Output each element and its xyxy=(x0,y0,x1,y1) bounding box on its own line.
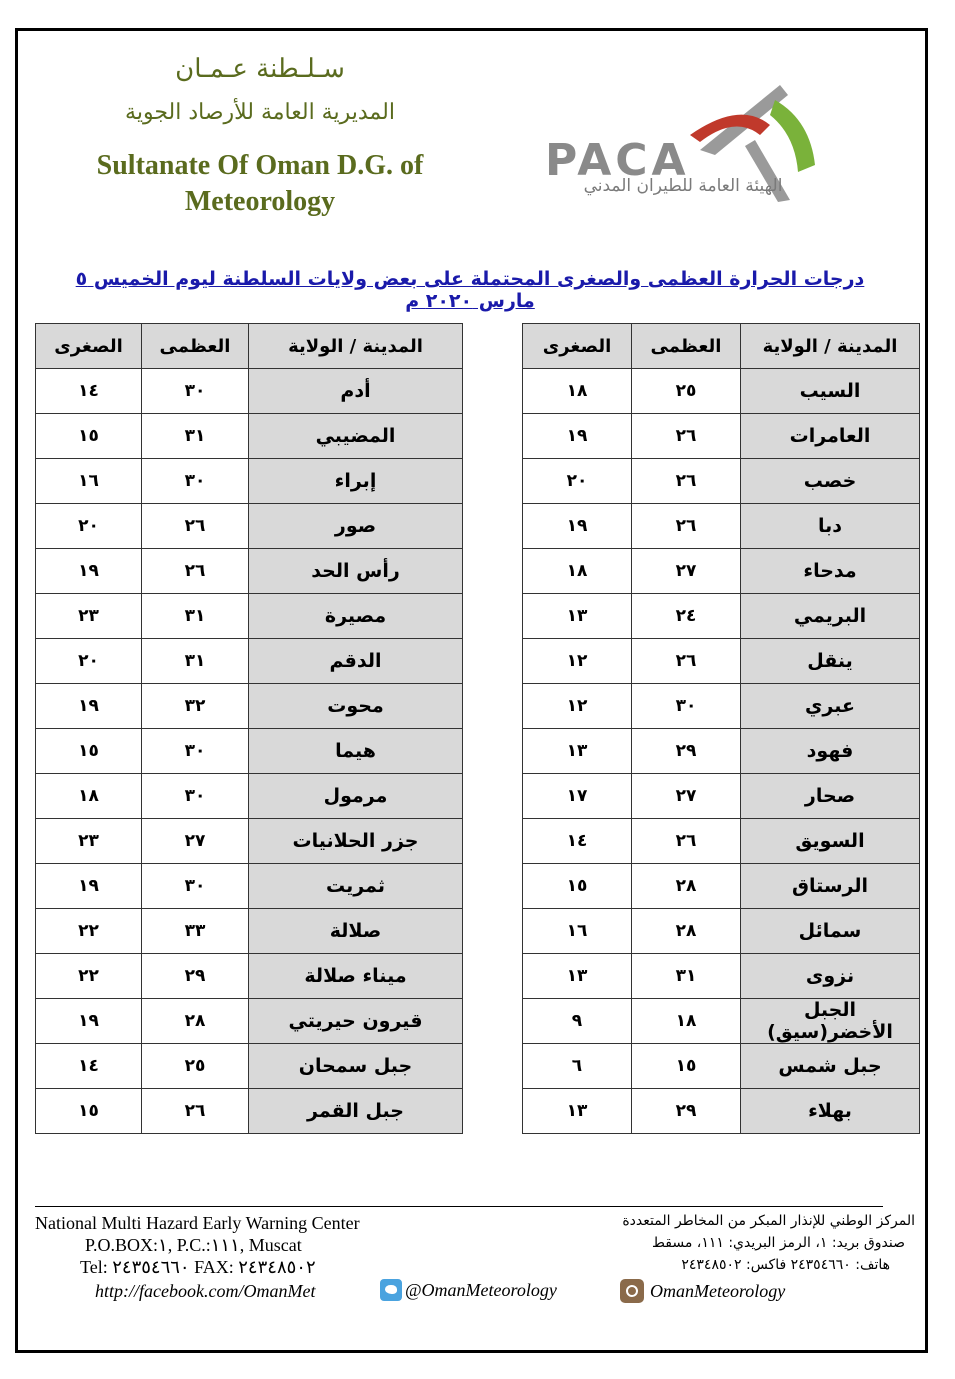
city-cell: جبل القمر xyxy=(249,1089,463,1134)
city-cell: مصيرة xyxy=(249,594,463,639)
max-temp-cell: ٣٠ xyxy=(142,459,249,504)
max-temp-cell: ٢٦ xyxy=(142,1089,249,1134)
city-cell: جزر الحلانيات xyxy=(249,819,463,864)
min-temp-cell: ١٩ xyxy=(36,999,142,1044)
city-cell: عبري xyxy=(741,684,920,729)
max-temp-cell: ٢٧ xyxy=(632,549,741,594)
max-temp-cell: ٣١ xyxy=(632,954,741,999)
city-cell: صلالة xyxy=(249,909,463,954)
max-temp-cell: ٣٠ xyxy=(142,864,249,909)
min-temp-cell: ١٦ xyxy=(523,909,632,954)
min-temp-cell: ٢٢ xyxy=(36,909,142,954)
col-city-header: المدينة / الولاية xyxy=(741,324,920,369)
table-row xyxy=(36,999,463,1044)
table-row xyxy=(523,774,920,819)
city-cell: الدقم xyxy=(249,639,463,684)
table-row xyxy=(523,909,920,954)
header-arabic-directorate: المديرية العامة للأرصاد الجوية xyxy=(125,100,395,125)
max-temp-cell: ٢٧ xyxy=(632,774,741,819)
city-cell: السويق xyxy=(741,819,920,864)
city-cell: نزوى xyxy=(741,954,920,999)
temperature-table-right xyxy=(522,323,920,1134)
instagram-link[interactable] xyxy=(620,1279,785,1303)
max-temp-cell: ٢٦ xyxy=(632,639,741,684)
min-temp-cell: ١٥ xyxy=(523,864,632,909)
max-temp-cell: ١٥ xyxy=(632,1044,741,1089)
table-row xyxy=(36,594,463,639)
max-temp-cell: ٣١ xyxy=(142,639,249,684)
table-row xyxy=(36,549,463,594)
min-temp-cell: ٢٣ xyxy=(36,594,142,639)
min-temp-cell: ٢٠ xyxy=(523,459,632,504)
table-row xyxy=(36,774,463,819)
header-english xyxy=(70,148,450,220)
footer-center-name: National Multi Hazard Early Warning Center xyxy=(35,1213,360,1233)
table-row xyxy=(36,504,463,549)
min-temp-cell: ٢٢ xyxy=(36,954,142,999)
max-temp-cell: ٢٦ xyxy=(632,414,741,459)
city-cell: جبل سمحان xyxy=(249,1044,463,1089)
city-cell: فهود xyxy=(741,729,920,774)
facebook-link[interactable]: http://facebook.com/OmanMet xyxy=(95,1281,316,1301)
paca-subtitle: الهيئة العامة للطيران المدني xyxy=(583,176,783,196)
footer-pobox: P.O.BOX:١, P.C.:١١١, Muscat xyxy=(85,1235,302,1255)
max-temp-cell: ٢٩ xyxy=(142,954,249,999)
min-temp-cell: ١٩ xyxy=(523,414,632,459)
max-temp-cell: ٢٤ xyxy=(632,594,741,639)
min-temp-cell: ١٣ xyxy=(523,594,632,639)
city-cell: بهلاء xyxy=(741,1089,920,1134)
table-row xyxy=(36,684,463,729)
max-temp-cell: ١٨ xyxy=(632,999,741,1044)
min-temp-cell: ١٧ xyxy=(523,774,632,819)
max-temp-cell: ٣٠ xyxy=(142,774,249,819)
max-temp-cell: ٣٠ xyxy=(632,684,741,729)
max-temp-cell: ٣٢ xyxy=(142,684,249,729)
max-temp-cell: ٣٠ xyxy=(142,369,249,414)
table-row xyxy=(523,549,920,594)
city-cell: دبا xyxy=(741,504,920,549)
instagram-icon xyxy=(620,1279,644,1303)
city-cell: الرستاق xyxy=(741,864,920,909)
city-cell: سمائل xyxy=(741,909,920,954)
footer-ar-tel-fax: هاتف: ٢٤٣٥٤٦٦٠ فاكس: ٢٤٣٤٨٥٠٢ xyxy=(681,1257,890,1273)
max-temp-cell: ٢٦ xyxy=(142,549,249,594)
table-row xyxy=(523,369,920,414)
table-row xyxy=(523,504,920,549)
footer-arabic xyxy=(560,1210,915,1276)
min-temp-cell: ٦ xyxy=(523,1044,632,1089)
table-row xyxy=(523,864,920,909)
header-arabic-sultanate: سـلـطنة عـمـان xyxy=(175,54,345,84)
footer-divider xyxy=(35,1206,883,1207)
city-cell: جبل شمس xyxy=(741,1044,920,1089)
min-temp-cell: ١٩ xyxy=(36,684,142,729)
min-temp-cell: ١٨ xyxy=(36,774,142,819)
table-row xyxy=(36,459,463,504)
table-row xyxy=(36,729,463,774)
min-temp-cell: ١٨ xyxy=(523,369,632,414)
min-temp-cell: ٢٣ xyxy=(36,819,142,864)
header-english-line1: Sultanate Of Oman D.G. of xyxy=(96,150,424,181)
max-temp-cell: ٢٦ xyxy=(632,819,741,864)
footer-english xyxy=(35,1212,405,1278)
footer-tel-fax: Tel: ٢٤٣٥٤٦٦٠ FAX: ٢٤٣٤٨٥٠٢ xyxy=(80,1257,316,1277)
city-cell: المضيبي xyxy=(249,414,463,459)
min-temp-cell: ١٥ xyxy=(36,414,142,459)
table-row xyxy=(523,729,920,774)
city-cell: مدحاء xyxy=(741,549,920,594)
col-min-header: الصغرى xyxy=(523,324,632,369)
min-temp-cell: ١٣ xyxy=(523,1089,632,1134)
min-temp-cell: ١٩ xyxy=(523,504,632,549)
max-temp-cell: ٢٦ xyxy=(632,504,741,549)
max-temp-cell: ٢٧ xyxy=(142,819,249,864)
min-temp-cell: ٢٠ xyxy=(36,504,142,549)
city-cell: صور xyxy=(249,504,463,549)
min-temp-cell: ١٨ xyxy=(523,549,632,594)
max-temp-cell: ٣٣ xyxy=(142,909,249,954)
table-row xyxy=(36,819,463,864)
max-temp-cell: ٢٥ xyxy=(632,369,741,414)
city-cell: محوت xyxy=(249,684,463,729)
max-temp-cell: ٢٦ xyxy=(632,459,741,504)
twitter-link[interactable] xyxy=(380,1279,557,1301)
twitter-icon xyxy=(380,1279,402,1301)
table-row xyxy=(523,1044,920,1089)
page-title: درجات الحرارة العظمى والصغرى المحتملة على بعض ولايات السلطنة ليوم الخميس ٥ مارس ٢٠٢٠ م xyxy=(75,268,865,312)
min-temp-cell: ١٥ xyxy=(36,729,142,774)
min-temp-cell: ١٥ xyxy=(36,1089,142,1134)
min-temp-cell: ١٦ xyxy=(36,459,142,504)
table-row xyxy=(523,819,920,864)
table-row xyxy=(523,954,920,999)
table-row xyxy=(523,639,920,684)
max-temp-cell: ٣١ xyxy=(142,594,249,639)
max-temp-cell: ٢٨ xyxy=(142,999,249,1044)
city-cell: رأس الحد xyxy=(249,549,463,594)
city-cell: ميناء صلالة xyxy=(249,954,463,999)
max-temp-cell: ٢٥ xyxy=(142,1044,249,1089)
table-row xyxy=(523,459,920,504)
city-cell: إبراء xyxy=(249,459,463,504)
min-temp-cell: ١٤ xyxy=(36,369,142,414)
max-temp-cell: ٣٠ xyxy=(142,729,249,774)
city-cell: قيرون حيريتي xyxy=(249,999,463,1044)
table-row xyxy=(36,864,463,909)
table-row xyxy=(36,639,463,684)
max-temp-cell: ٢٦ xyxy=(142,504,249,549)
max-temp-cell: ٢٩ xyxy=(632,1089,741,1134)
city-cell: مرمول xyxy=(249,774,463,819)
min-temp-cell: ١٢ xyxy=(523,639,632,684)
min-temp-cell: ١٢ xyxy=(523,684,632,729)
table-row xyxy=(36,954,463,999)
paca-logo-text: PACA xyxy=(545,135,690,186)
col-min-header: الصغرى xyxy=(36,324,142,369)
city-cell: العامرات xyxy=(741,414,920,459)
header-english-line2: Meteorology xyxy=(184,186,336,217)
footer-ar-pobox: صندوق بريد: ١، الرمز البريدي: ١١١، مسقط xyxy=(652,1235,905,1251)
table-row xyxy=(36,909,463,954)
col-max-header: العظمى xyxy=(142,324,249,369)
min-temp-cell: ١٩ xyxy=(36,864,142,909)
table-row xyxy=(36,1089,463,1134)
min-temp-cell: ١٩ xyxy=(36,549,142,594)
city-cell: أدم xyxy=(249,369,463,414)
city-cell: الجبل الأخضر(سيق) xyxy=(741,999,920,1044)
twitter-handle: @OmanMeteorology xyxy=(405,1279,557,1300)
min-temp-cell: ١٤ xyxy=(36,1044,142,1089)
table-row xyxy=(523,594,920,639)
table-row xyxy=(523,999,920,1044)
temperature-table-left xyxy=(35,323,463,1134)
col-max-header: العظمى xyxy=(632,324,741,369)
max-temp-cell: ٢٨ xyxy=(632,864,741,909)
footer-ar-center-name: المركز الوطني للإنذار المبكر من المخاطر المتعددة xyxy=(622,1213,915,1229)
table-row xyxy=(523,414,920,459)
max-temp-cell: ٢٨ xyxy=(632,909,741,954)
city-cell: ثمريت xyxy=(249,864,463,909)
city-cell: السيب xyxy=(741,369,920,414)
table-row xyxy=(36,369,463,414)
col-city-header: المدينة / الولاية xyxy=(249,324,463,369)
min-temp-cell: ١٣ xyxy=(523,729,632,774)
table-row xyxy=(36,414,463,459)
min-temp-cell: ٩ xyxy=(523,999,632,1044)
city-cell: خصب xyxy=(741,459,920,504)
city-cell: ينقل xyxy=(741,639,920,684)
min-temp-cell: ١٤ xyxy=(523,819,632,864)
city-cell: هيما xyxy=(249,729,463,774)
min-temp-cell: ١٣ xyxy=(523,954,632,999)
max-temp-cell: ٣١ xyxy=(142,414,249,459)
table-row xyxy=(523,1089,920,1134)
min-temp-cell: ٢٠ xyxy=(36,639,142,684)
city-cell: صحار xyxy=(741,774,920,819)
table-row xyxy=(523,684,920,729)
instagram-handle: OmanMeteorology xyxy=(650,1280,786,1301)
max-temp-cell: ٢٩ xyxy=(632,729,741,774)
table-row xyxy=(36,1044,463,1089)
city-cell: البريمي xyxy=(741,594,920,639)
